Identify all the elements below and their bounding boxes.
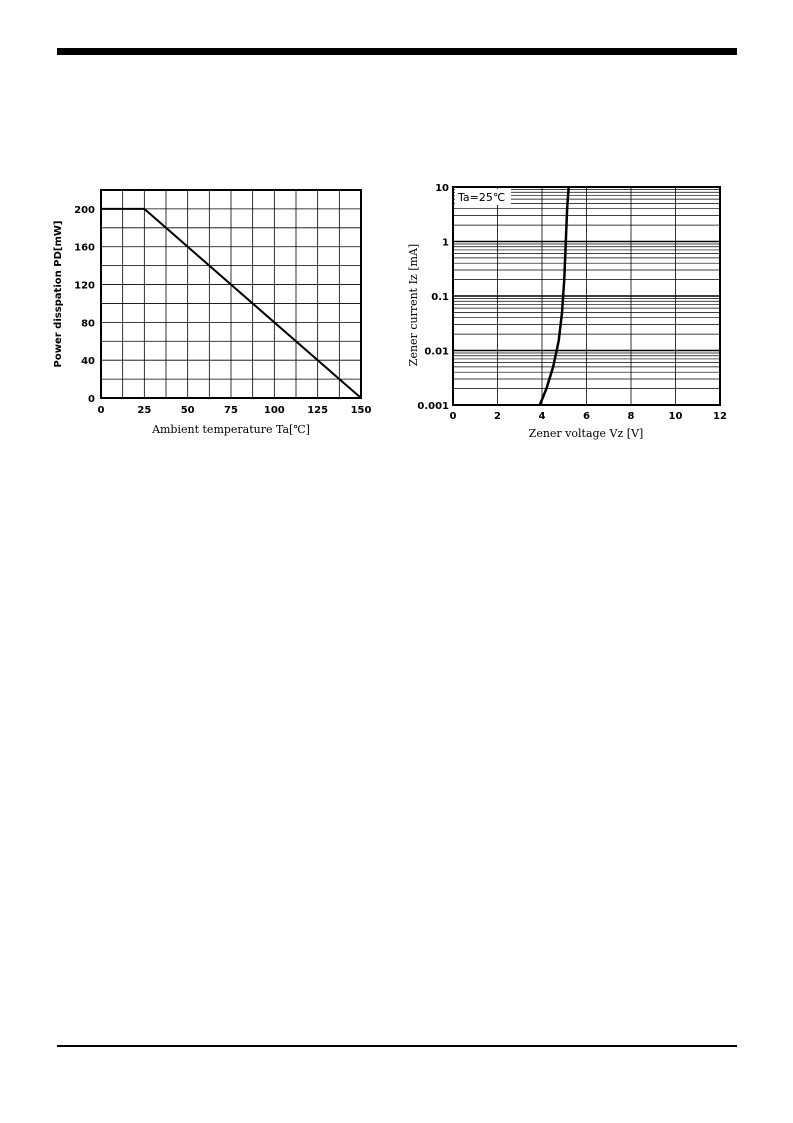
y-tick-label: 10 — [435, 183, 449, 194]
y-tick-label: 40 — [81, 356, 95, 368]
x-tick-label: 6 — [583, 411, 590, 422]
x-tick-labels — [450, 411, 727, 422]
y-tick-labels — [74, 205, 95, 405]
x-tick-label: 4 — [538, 411, 546, 422]
x-axis-label: Ambient temperature Ta[℃] — [152, 423, 310, 436]
x-tick-label: 75 — [224, 405, 238, 416]
power-dissipation-chart — [40, 175, 380, 455]
y-tick-label: 1 — [442, 237, 449, 249]
y-tick-label: 120 — [74, 280, 95, 292]
y-axis-label: Zener current Iz [mA] — [407, 243, 420, 367]
x-tick-label: 125 — [307, 405, 329, 416]
header-rule — [57, 48, 737, 55]
temperature-annotation: Ta=25℃ — [458, 191, 506, 204]
grid — [101, 190, 361, 398]
grid — [453, 187, 720, 405]
y-tick-label: 0.001 — [417, 401, 449, 412]
y-tick-label: 0.1 — [431, 292, 449, 303]
y-tick-label: 160 — [74, 242, 95, 254]
x-tick-label: 10 — [668, 411, 683, 422]
y-tick-label: 200 — [74, 204, 95, 216]
zener-characteristic-chart — [400, 175, 740, 455]
x-tick-label: 50 — [180, 405, 195, 416]
x-tick-label: 150 — [350, 405, 372, 416]
x-tick-label: 0 — [97, 405, 105, 416]
x-axis-label: Zener voltage Vz [V] — [528, 427, 644, 440]
x-tick-label: 12 — [713, 411, 727, 422]
y-tick-label: 0.01 — [424, 346, 449, 358]
x-tick-label: 2 — [494, 411, 501, 422]
x-tick-label: 0 — [449, 411, 457, 422]
x-tick-labels — [98, 405, 372, 416]
y-tick-labels — [417, 183, 449, 412]
x-tick-label: 100 — [263, 405, 285, 416]
y-tick-label: 80 — [81, 318, 95, 330]
footer-rule — [57, 1045, 737, 1047]
x-tick-label: 25 — [137, 405, 152, 416]
y-axis-label: Power disspation PD[mW] — [53, 220, 64, 368]
y-tick-label: 0 — [88, 394, 95, 405]
x-tick-label: 8 — [627, 411, 635, 422]
